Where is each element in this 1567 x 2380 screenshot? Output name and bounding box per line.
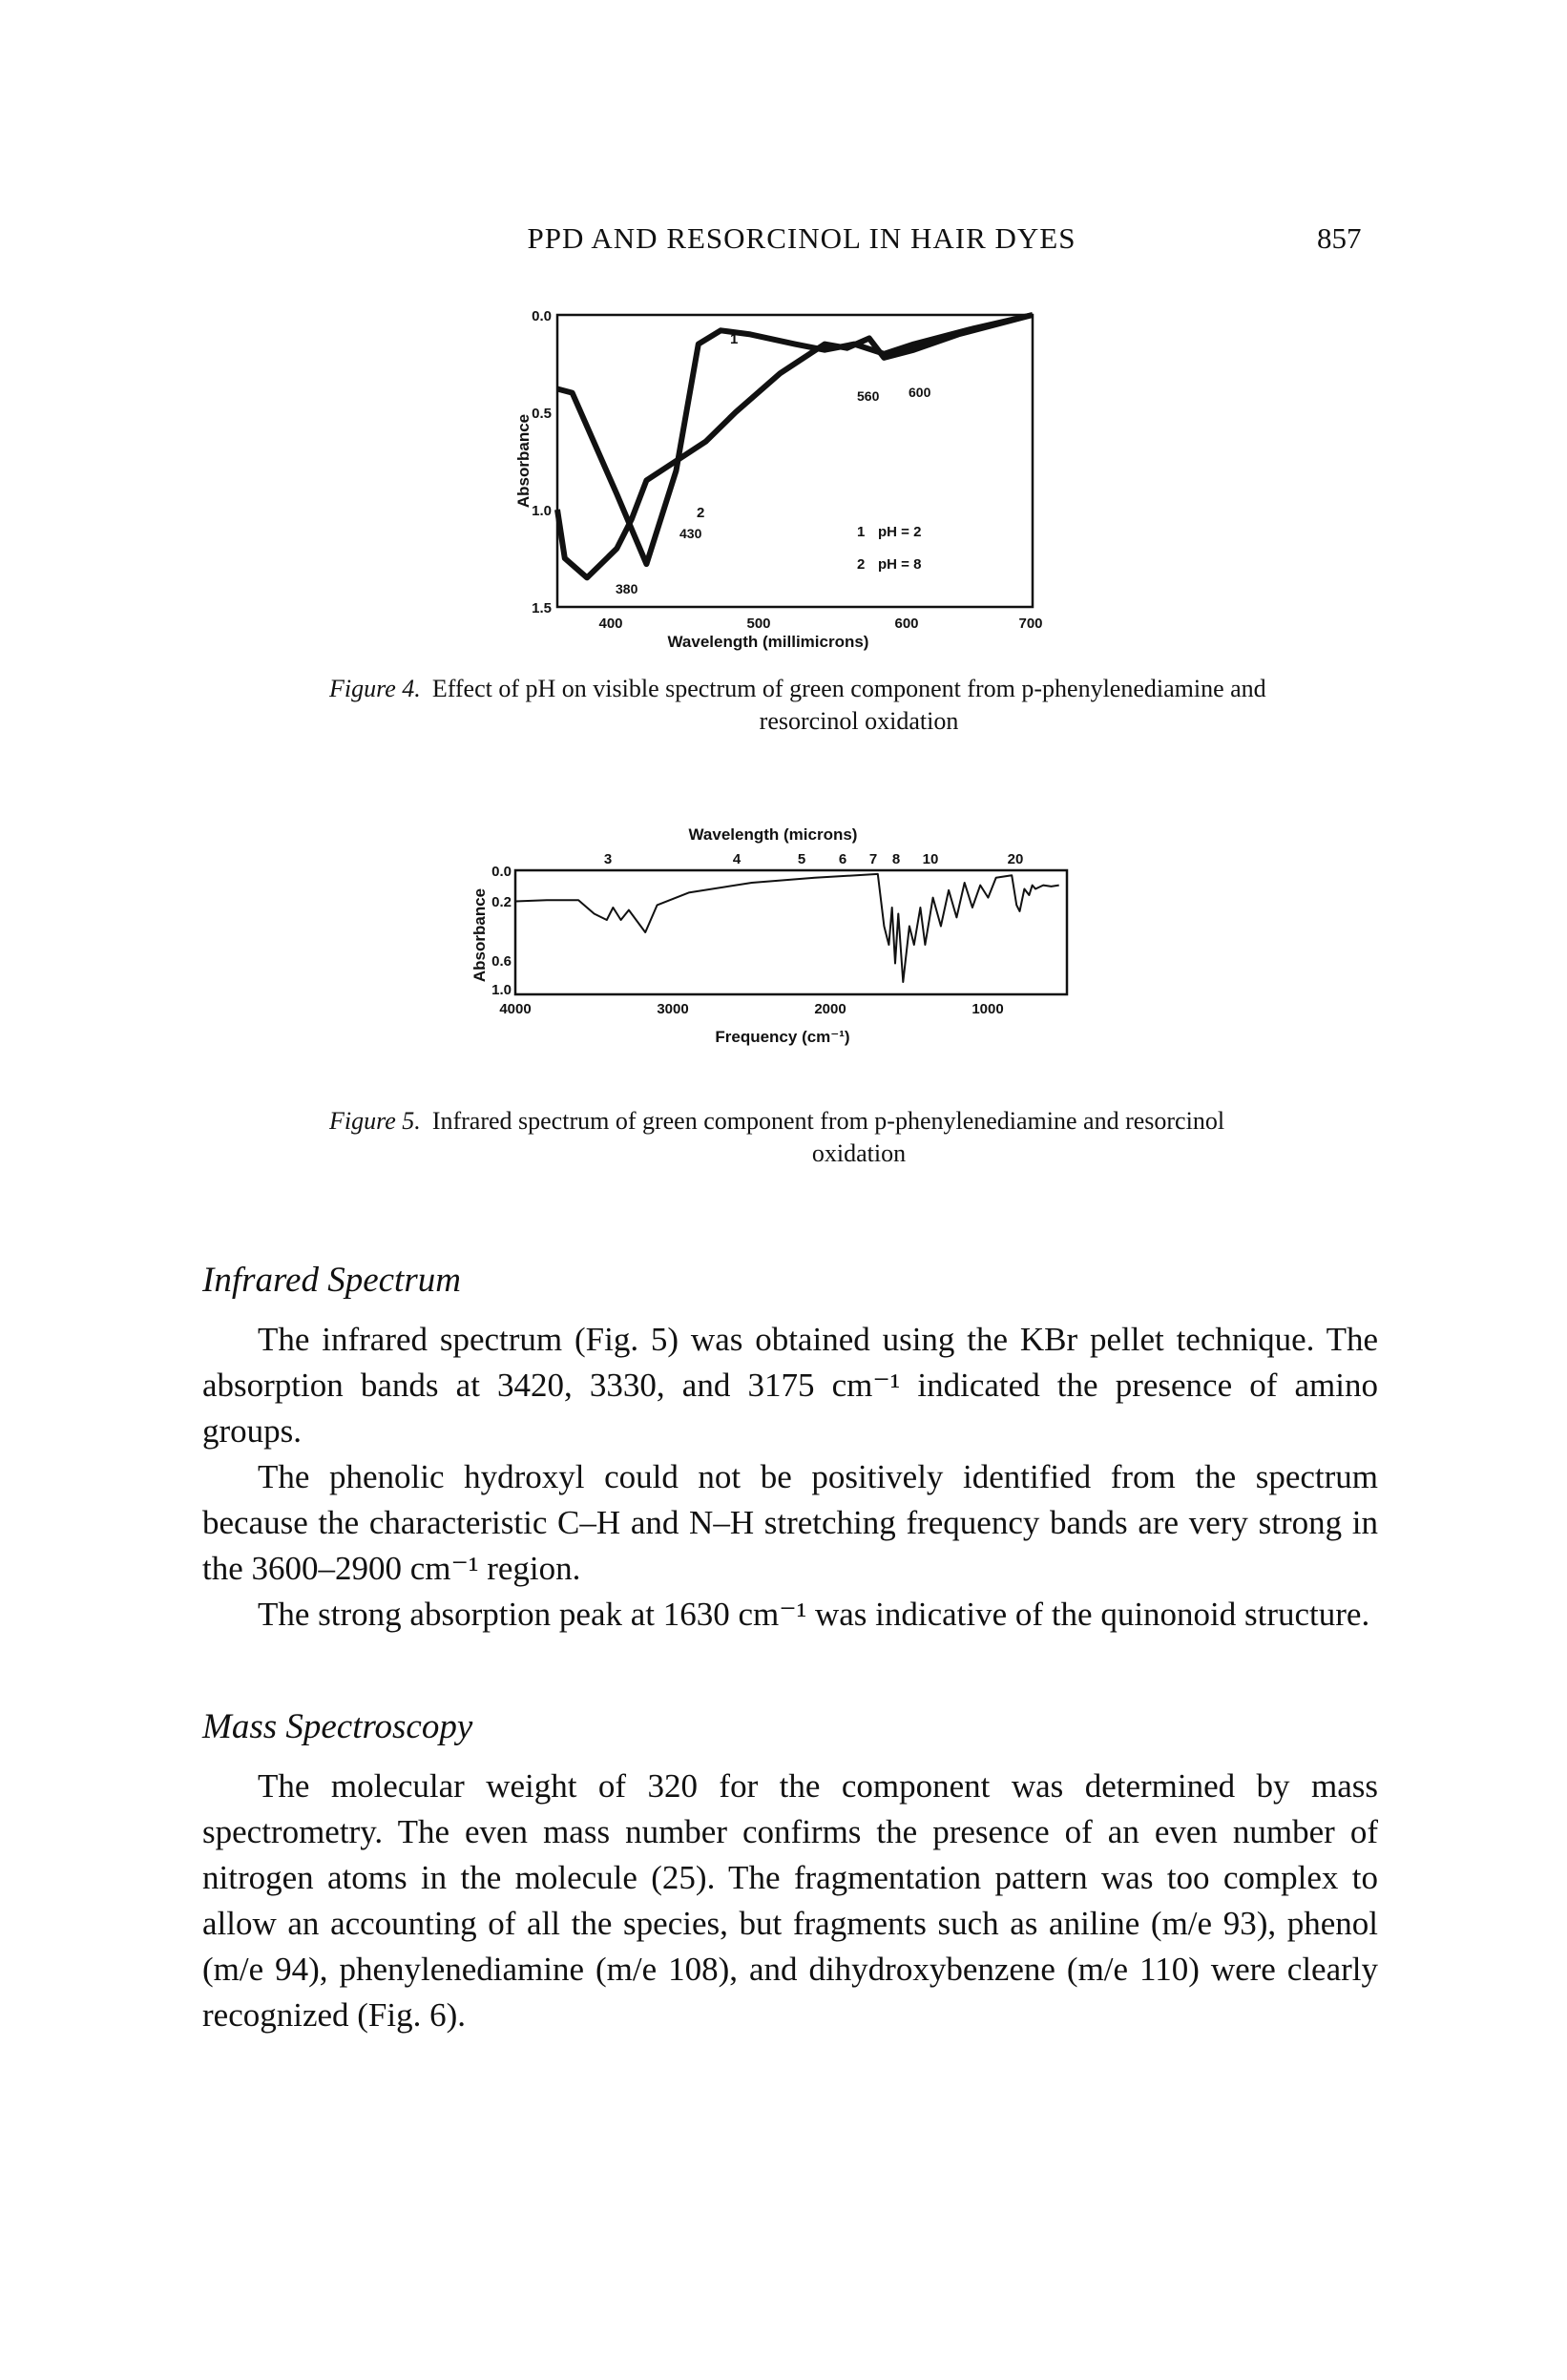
- fig4-x-ticks: [598, 616, 1042, 632]
- figure-5-caption-line1: Infrared spectrum of green component from p-phenylenediamine and resorcinol: [431, 1107, 1225, 1135]
- figure-4-label: Figure 4.: [329, 675, 421, 702]
- fig4-y-ticks: [532, 308, 552, 616]
- figure-4-caption-line1: Effect of pH on visible spectrum of green component from p-phenylenediamine and: [431, 675, 1266, 702]
- fig4-y-tick: 1.5: [532, 600, 552, 616]
- fig5-top-label: Wavelength (microns): [688, 825, 858, 844]
- ir-paragraph-3: The strong absorption peak at 1630 cm⁻¹ was indicative of the quinonoid structure.: [258, 1596, 1370, 1633]
- fig4-x-tick: 700: [1018, 616, 1043, 632]
- fig5-ylabel: Absorbance: [470, 887, 489, 983]
- ir-section-body: [202, 1317, 1378, 1638]
- fig5-top-tick: 4: [732, 851, 742, 867]
- fig4-legend-num: 2: [857, 556, 866, 573]
- fig4-legend-text: pH = 2: [878, 524, 922, 540]
- fig4-legend-num: 1: [857, 524, 866, 540]
- running-head: [0, 221, 1567, 260]
- ir-paragraph-2: The phenolic hydroxyl could not be positively identified from the spectrum because the characteristic C–H and N–H stretching frequency bands are very strong in the 3600–2900 cm⁻¹ region.: [202, 1458, 1378, 1587]
- page-number: 857: [1317, 221, 1362, 255]
- fig4-curve-label-2: 2: [697, 505, 705, 521]
- fig5-xlabel: Frequency (cm⁻¹): [715, 1028, 850, 1046]
- fig5-top-ticks: [604, 851, 1024, 867]
- fig5-top-tick: 10: [922, 851, 939, 867]
- figure-4-caption-line2: resorcinol oxidation: [759, 707, 959, 735]
- fig4-peak-380: 380: [616, 581, 638, 596]
- fig5-y-tick: 1.0: [491, 982, 512, 998]
- fig5-top-tick: 20: [1007, 851, 1024, 867]
- ir-section-heading: Infrared Spectrum: [202, 1261, 461, 1300]
- ms-section-heading: Mass Spectroscopy: [202, 1707, 473, 1746]
- fig4-legend-text: pH = 8: [878, 556, 922, 573]
- fig4-peak-430: 430: [679, 526, 702, 541]
- fig5-x-tick: 2000: [814, 1001, 846, 1017]
- fig4-x-tick: 500: [746, 616, 771, 632]
- fig5-top-tick: 5: [797, 851, 806, 867]
- fig4-plot-frame: [557, 315, 1033, 607]
- ms-paragraph-1: The molecular weight of 320 for the component was determined by mass spectrometry. The even mass number confirms the presence of an even number of nitrogen atoms in the molecule (25). The fragmentation pattern was too complex to allow an accounting of all the species, but fragments such as aniline (m/e 93), phenol (m/e 94), phenylenediamine (m/e 108), and dihydroxybenzene (m/e 110) were clearly recognized (Fig. 6).: [202, 1767, 1378, 2034]
- figure-5-chart: [468, 821, 1107, 1059]
- fig5-y-tick: 0.0: [491, 864, 512, 880]
- fig4-peak-600: 600: [909, 385, 931, 400]
- fig5-ir-line: [515, 874, 1059, 982]
- fig4-curve-label-1: 1: [730, 331, 739, 347]
- fig4-y-tick: 0.0: [532, 308, 552, 324]
- fig5-x-tick: 3000: [657, 1001, 689, 1017]
- running-head-title: PPD AND RESORCINOL IN HAIR DYES: [527, 221, 1076, 255]
- figure-4-chart: [477, 305, 1069, 658]
- fig4-series-2-line: [557, 315, 1033, 577]
- fig5-x-tick: 1000: [972, 1001, 1004, 1017]
- fig4-x-tick: 600: [894, 616, 919, 632]
- fig4-xlabel: Wavelength (millimicrons): [667, 633, 869, 651]
- figure-5-label: Figure 5.: [329, 1107, 421, 1135]
- fig5-y-tick: 0.2: [491, 894, 512, 910]
- fig4-x-tick: 400: [598, 616, 623, 632]
- ir-paragraph-1: The infrared spectrum (Fig. 5) was obtained using the KBr pellet technique. The absorption bands at 3420, 3330, and 3175 cm⁻¹ indicated the presence of amino groups.: [202, 1321, 1378, 1450]
- fig5-x-tick: 4000: [499, 1001, 532, 1017]
- figure-5-caption-line2: oxidation: [811, 1139, 907, 1167]
- fig4-y-tick: 1.0: [532, 503, 552, 519]
- fig5-y-ticks: [491, 864, 512, 998]
- fig4-ylabel: Absorbance: [514, 413, 533, 509]
- fig4-y-tick: 0.5: [532, 406, 552, 422]
- fig5-top-tick: 8: [891, 851, 901, 867]
- figure-5-caption: [329, 1105, 1389, 1170]
- figure-4-caption: [329, 673, 1389, 738]
- ms-section-body: [202, 1764, 1378, 2038]
- fig4-legend: [857, 524, 921, 573]
- fig5-plot-frame: [515, 870, 1067, 994]
- fig5-top-tick: 3: [603, 851, 613, 867]
- fig5-top-tick: 6: [838, 851, 847, 867]
- fig5-y-tick: 0.6: [491, 953, 512, 970]
- fig5-top-tick: 7: [868, 851, 878, 867]
- fig4-peak-560: 560: [857, 388, 880, 404]
- fig5-x-ticks: [499, 1001, 1003, 1017]
